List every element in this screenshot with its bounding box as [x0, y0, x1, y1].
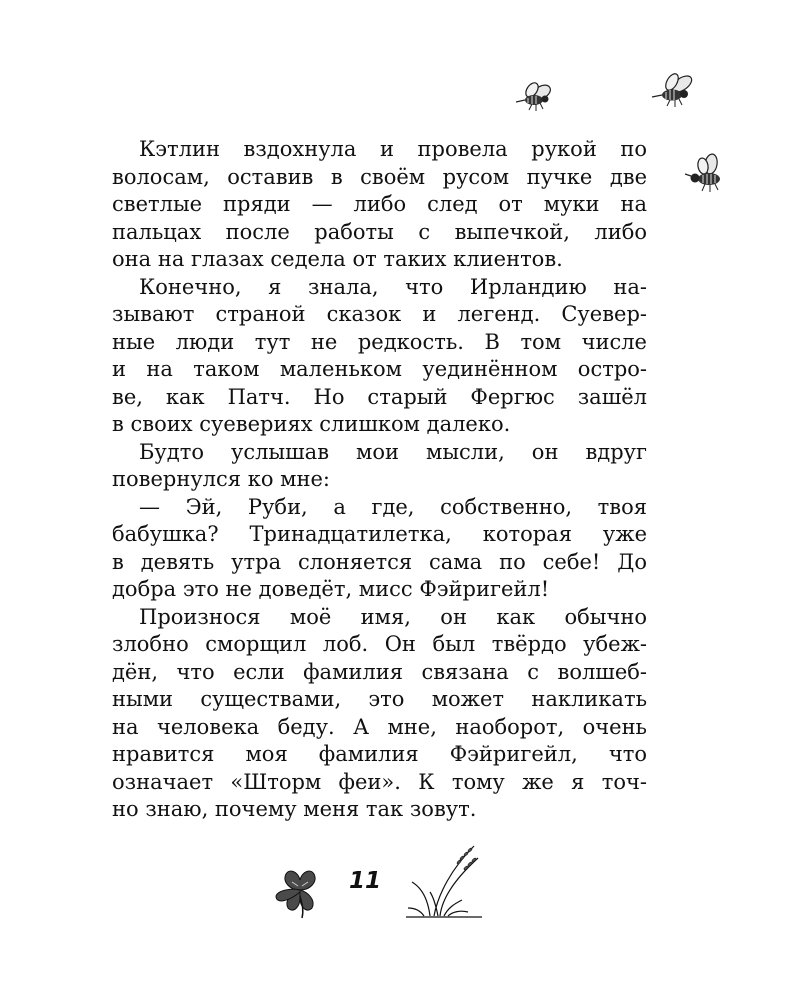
text-line: бабушка? Тринадцатилетка, которая уже [112, 522, 647, 546]
text-line: Кэтлин вздохнула и провела рукой по [139, 137, 647, 161]
text-line: ные люди тут не редкость. В том числе [112, 329, 647, 354]
page-number: 11 [348, 868, 381, 894]
clover-icon [272, 866, 330, 920]
text-line: зывают страной сказок и легенд. Суевер- [112, 302, 647, 326]
text-line: Будто услышав мои мысли, он вдруг [139, 439, 647, 464]
text-line: она на глазах седела от таких клиентов. [112, 247, 563, 271]
text-line: светлые пряди — либо след от муки на [112, 192, 647, 216]
text-line: Конечно, я знала, что Ирландию на- [139, 274, 647, 299]
text-line: в девять утра слоняется сама по себе! До [112, 549, 647, 574]
bee-icon [683, 152, 735, 194]
text-line: но знаю, почему меня так зовут. [112, 797, 477, 821]
text-line: на человека беду. А мне, наоборот, очень [112, 714, 647, 739]
text-line: — Эй, Руби, а где, собственно, твоя [139, 494, 647, 519]
text-line: ве, как Патч. Но старый Фергюс зашёл [112, 384, 647, 409]
bee-icon [512, 78, 560, 114]
text-line: в своих суевериях слишком далеко. [112, 412, 511, 436]
text-line: и на таком маленьком уединённом остро- [112, 357, 647, 381]
text-line: повернулся ко мне: [112, 467, 330, 491]
text-line: добра это не доведёт, мисс Фэйригейл! [112, 577, 550, 601]
text-line: Произнося моё имя, он как обычно [139, 604, 647, 629]
text-line: пальцах после работы с выпечкой, либо [112, 219, 647, 244]
grass-icon [404, 838, 484, 920]
body-text [112, 136, 647, 824]
text-line: дён, что если фамилия связана с волшеб- [112, 659, 647, 684]
text-line: нравится моя фамилия Фэйригейл, что [112, 742, 647, 766]
bee-icon [648, 70, 700, 110]
text-line: означает «Шторм феи». К тому же я точ- [112, 769, 647, 794]
text-line: волосам, оставив в своём русом пучке две [112, 164, 647, 189]
text-line: злобно сморщил лоб. Он был твёрдо убеж- [112, 632, 647, 656]
text-line: ными существами, это может накликать [112, 687, 647, 711]
